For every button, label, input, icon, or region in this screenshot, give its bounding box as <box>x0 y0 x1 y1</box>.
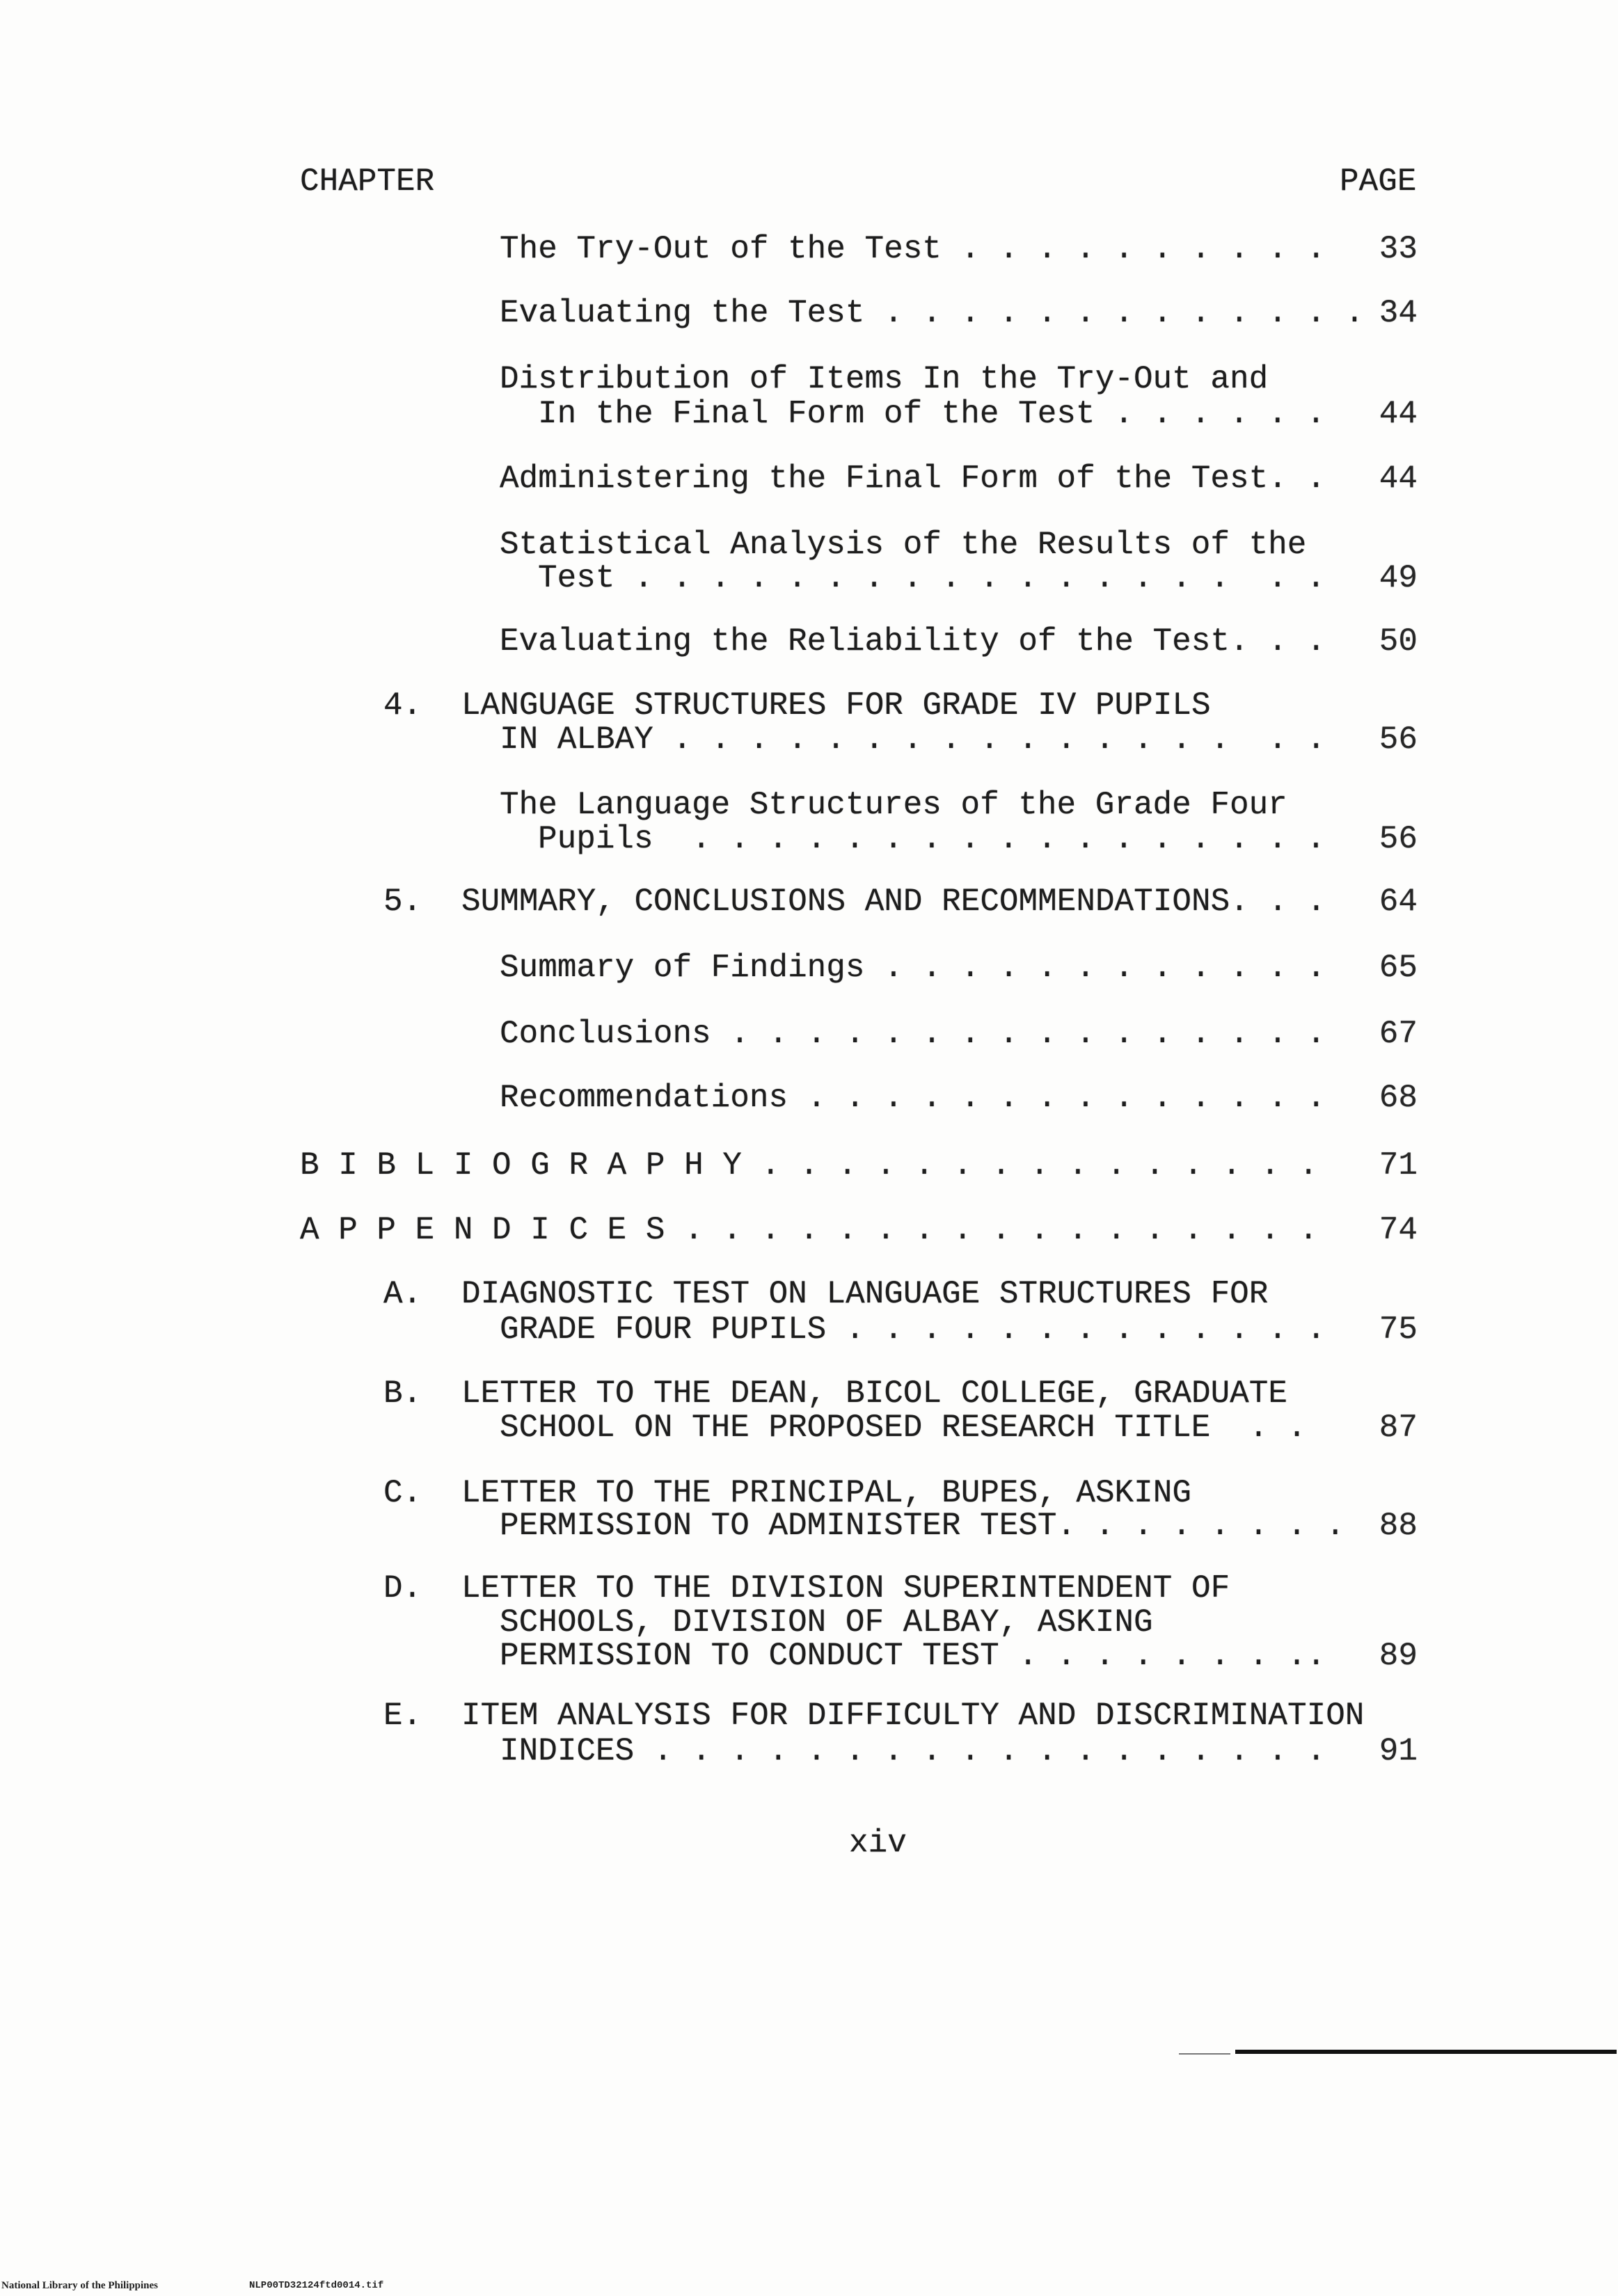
appendix-title-line: SCHOOL ON THE PROPOSED RESEARCH TITLE . . <box>500 1410 1307 1446</box>
page-folio: xiv <box>849 1825 907 1861</box>
chapter-title-line: IN ALBAY . . . . . . . . . . . . . . . . . <box>500 722 1326 758</box>
entry-page-number: 67 <box>1379 1016 1418 1052</box>
chapter-page-number: 56 <box>1379 722 1418 758</box>
entry-page-number: 44 <box>1379 396 1418 432</box>
appendix-page-number: 89 <box>1379 1638 1418 1674</box>
entry-title-line: Administering the Final Form of the Test. . <box>500 461 1326 497</box>
appendix-title-line: LETTER TO THE DIVISION SUPERINTENDENT OF <box>461 1570 1230 1607</box>
page-column-heading: PAGE <box>1340 164 1417 200</box>
bibliography-page-number: 71 <box>1379 1147 1418 1183</box>
chapter-number: 5. <box>383 884 422 920</box>
appendix-title-line: PERMISSION TO CONDUCT TEST . . . . . . . .. <box>500 1638 1326 1674</box>
appendix-title-line: LETTER TO THE PRINCIPAL, BUPES, ASKING <box>461 1475 1191 1511</box>
appendix-letter: D. <box>383 1570 422 1607</box>
entry-title-line: Distribution of Items In the Try-Out and <box>500 361 1269 397</box>
chapter-page-number: 64 <box>1379 884 1418 920</box>
appendices-page-number: 74 <box>1379 1212 1418 1248</box>
appendix-page-number: 91 <box>1379 1733 1418 1769</box>
appendix-letter: B. <box>383 1376 422 1412</box>
appendix-letter: C. <box>383 1475 422 1511</box>
appendix-title-line: GRADE FOUR PUPILS . . . . . . . . . . . . . <box>500 1312 1326 1348</box>
chapter-title-line: SUMMARY, CONCLUSIONS AND RECOMMENDATIONS. . . <box>461 884 1326 920</box>
appendix-page-number: 75 <box>1379 1312 1418 1348</box>
entry-title-line: The Language Structures of the Grade Four <box>500 787 1287 823</box>
entry-title-line: Evaluating the Test . . . . . . . . . . . . . <box>500 295 1365 331</box>
entry-title-line: Pupils . . . . . . . . . . . . . . . . . <box>538 821 1326 857</box>
chapter-column-heading: CHAPTER <box>300 164 435 200</box>
chapter-number: 4. <box>383 687 422 724</box>
entry-page-number: 65 <box>1379 950 1418 986</box>
appendix-title-line: INDICES . . . . . . . . . . . . . . . . . . <box>500 1733 1326 1769</box>
entry-title-line: Test . . . . . . . . . . . . . . . . . . <box>538 560 1326 596</box>
appendix-letter: E. <box>383 1698 422 1734</box>
appendices-label: A P P E N D I C E S . . . . . . . . . . . . . . . . . <box>300 1212 1319 1248</box>
appendix-letter: A. <box>383 1276 422 1312</box>
entry-page-number: 34 <box>1379 295 1418 331</box>
entry-title-line: In the Final Form of the Test . . . . . . <box>538 396 1326 432</box>
entry-title-line: Evaluating the Reliability of the Test. . . <box>500 623 1326 660</box>
entry-page-number: 33 <box>1379 231 1418 267</box>
entry-title-line: The Try-Out of the Test . . . . . . . . . . <box>500 231 1326 267</box>
appendix-page-number: 88 <box>1379 1508 1418 1544</box>
entry-page-number: 56 <box>1379 821 1418 857</box>
appendix-title-line: PERMISSION TO ADMINISTER TEST. . . . . . . . <box>500 1508 1345 1544</box>
scan-rule-line-thin <box>1179 2053 1230 2055</box>
entry-title-line: Summary of Findings . . . . . . . . . . . . <box>500 950 1326 986</box>
chapter-title-line: LANGUAGE STRUCTURES FOR GRADE IV PUPILS <box>461 687 1211 724</box>
entry-page-number: 68 <box>1379 1080 1418 1116</box>
entry-page-number: 50 <box>1379 623 1418 660</box>
footer-library-name: National Library of the Philippines <box>1 2280 159 2291</box>
entry-title-line: Recommendations . . . . . . . . . . . . . . <box>500 1080 1326 1116</box>
appendix-title-line: DIAGNOSTIC TEST ON LANGUAGE STRUCTURES FOR <box>461 1276 1269 1312</box>
bibliography-label: B I B L I O G R A P H Y . . . . . . . . . . . . . . . <box>300 1147 1319 1183</box>
entry-page-number: 49 <box>1379 560 1418 596</box>
entry-page-number: 44 <box>1379 461 1418 497</box>
appendix-title-line: ITEM ANALYSIS FOR DIFFICULTY AND DISCRIMINATION <box>461 1698 1365 1734</box>
footer-file-name: NLP00TD32124ftd0014.tif <box>249 2280 384 2291</box>
entry-title-line: Statistical Analysis of the Results of the <box>500 527 1307 563</box>
scan-rule-line <box>1235 2050 1617 2054</box>
appendix-title-line: SCHOOLS, DIVISION OF ALBAY, ASKING <box>500 1604 1153 1641</box>
appendix-title-line: LETTER TO THE DEAN, BICOL COLLEGE, GRADUATE <box>461 1376 1287 1412</box>
entry-title-line: Conclusions . . . . . . . . . . . . . . . . <box>500 1016 1326 1052</box>
appendix-page-number: 87 <box>1379 1410 1418 1446</box>
